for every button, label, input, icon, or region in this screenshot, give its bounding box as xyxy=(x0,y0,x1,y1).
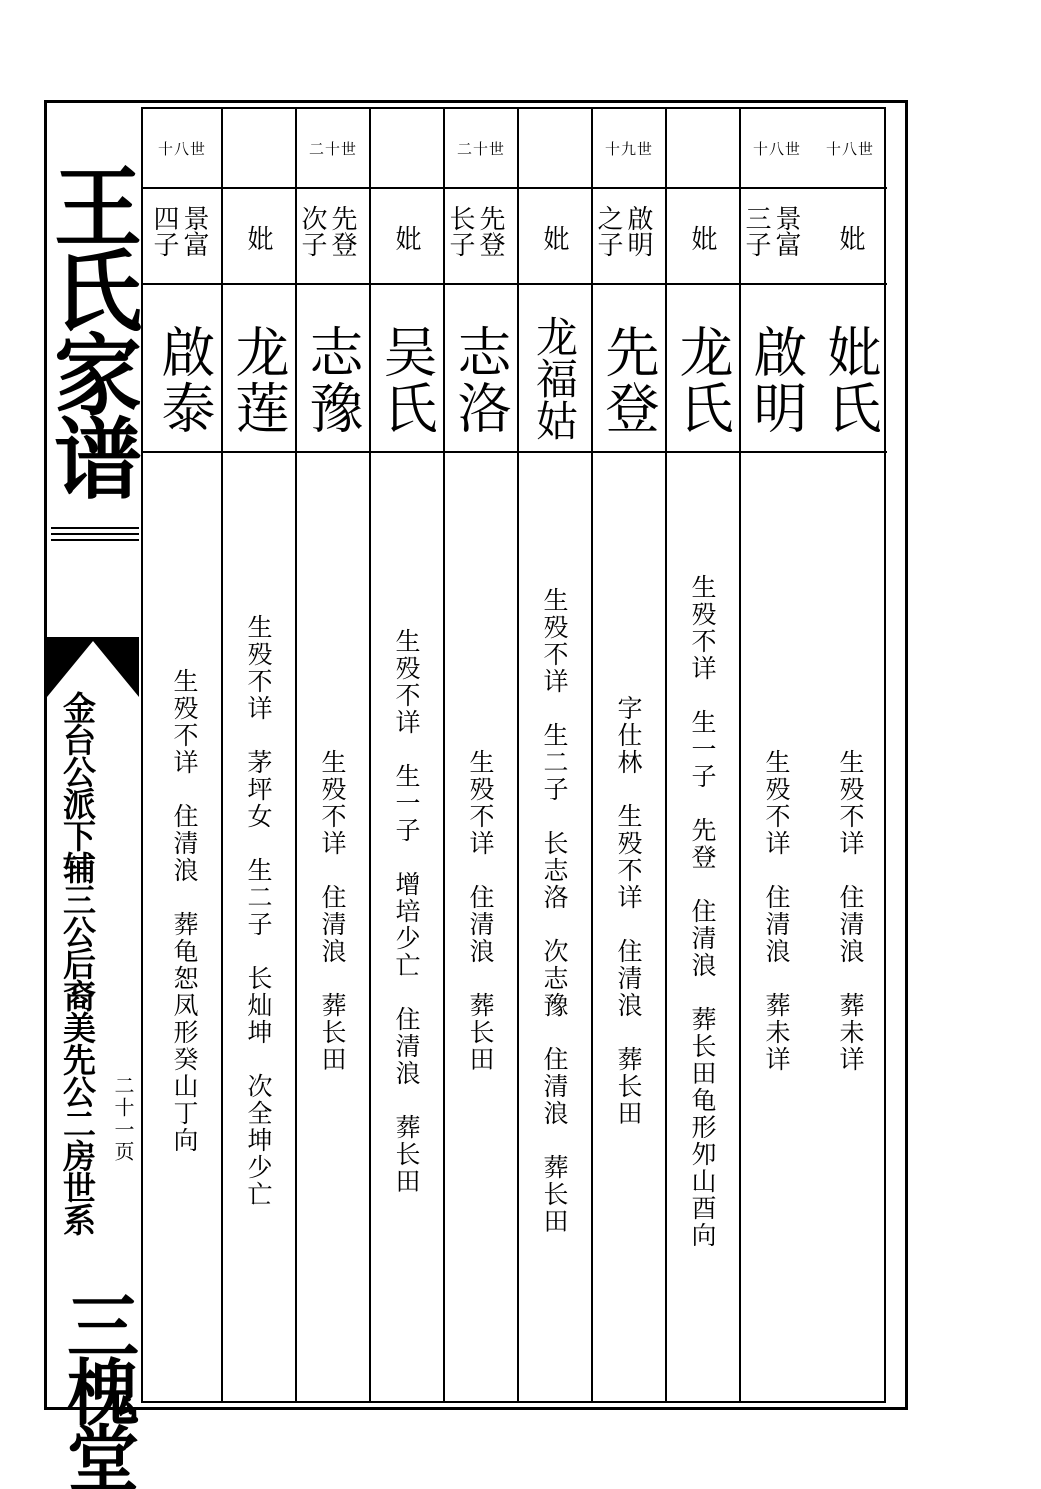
name-cell xyxy=(371,285,443,453)
relation-text: 先登次子 xyxy=(297,205,357,257)
person-info: 生殁不详 生二子 长志洛 次志豫 住清浪 葬长田 xyxy=(540,587,569,1235)
person-name: 龙莲 xyxy=(227,324,290,436)
title-divider xyxy=(51,539,139,541)
relation-text: 妣 xyxy=(687,225,717,251)
person-name: 志豫 xyxy=(301,324,364,436)
relation-text: 景富四子 xyxy=(149,205,209,257)
person-info: 生殁不详 住清浪 葬未详 xyxy=(762,749,791,1073)
relation-text: 妣 xyxy=(243,225,273,251)
relation-cell xyxy=(223,189,295,285)
person-name: 龙氏 xyxy=(671,324,734,436)
person-name: 龙福姑 xyxy=(530,315,579,441)
person-info: 生殁不详 住清浪 葬未详 xyxy=(836,749,865,1073)
person-name: 先登 xyxy=(597,324,660,436)
relation-text: 先登长子 xyxy=(445,205,505,257)
person-column xyxy=(739,109,813,1401)
generation-label xyxy=(519,109,591,189)
branch-subtitle: 金台公派下辅三公后裔美先公二房世系 xyxy=(58,691,97,1235)
generation-label xyxy=(223,109,295,189)
relation-text: 景富三子 xyxy=(741,205,801,257)
relation-cell xyxy=(667,189,739,285)
person-info: 生殁不详 住清浪 葬长田 xyxy=(318,749,347,1073)
person-column xyxy=(443,109,517,1401)
genealogy-table xyxy=(141,107,886,1403)
name-cell xyxy=(813,285,887,453)
relation-text: 妣 xyxy=(391,225,421,251)
title-banner xyxy=(40,103,144,1487)
generation-label xyxy=(371,109,443,189)
person-name: 妣氏 xyxy=(819,324,882,436)
title-divider xyxy=(51,527,139,529)
name-cell xyxy=(143,285,221,453)
relation-cell xyxy=(519,189,591,285)
person-info: 生殁不详 住清浪 葬长田 xyxy=(466,749,495,1073)
name-cell xyxy=(297,285,369,453)
person-name: 吴氏 xyxy=(375,324,438,436)
person-column xyxy=(369,109,443,1401)
person-info: 字仕林 生殁不详 住清浪 葬长田 xyxy=(614,695,643,1127)
generation-label: 十九世 xyxy=(593,109,665,189)
hall-name: 三槐堂 xyxy=(55,1289,140,1487)
fishtail-ornament xyxy=(47,637,139,697)
relation-cell xyxy=(371,189,443,285)
relation-cell xyxy=(297,189,369,285)
person-column xyxy=(221,109,295,1401)
relation-cell xyxy=(445,189,517,285)
person-info: 生殁不详 生一子 先登 住清浪 葬长田龟形夘山酉向 xyxy=(688,573,717,1249)
name-cell xyxy=(667,285,739,453)
person-info: 生殁不详 生一子 增培少亡 住清浪 葬长田 xyxy=(392,627,421,1195)
person-column xyxy=(591,109,665,1401)
generation-label: 十八世 xyxy=(741,109,813,189)
generation-label: 十八世 xyxy=(813,109,887,189)
generation-label: 十八世 xyxy=(143,109,221,189)
person-column xyxy=(813,109,887,1401)
name-cell xyxy=(445,285,517,453)
relation-cell xyxy=(813,189,887,285)
person-column xyxy=(665,109,739,1401)
person-column xyxy=(517,109,591,1401)
generation-label: 二十世 xyxy=(297,109,369,189)
generation-label: 二十世 xyxy=(445,109,517,189)
person-column xyxy=(143,109,221,1401)
name-cell xyxy=(519,285,591,453)
relation-cell xyxy=(593,189,665,285)
generation-label xyxy=(667,109,739,189)
page-number: 二十一页 xyxy=(111,1075,135,1163)
name-cell xyxy=(593,285,665,453)
name-cell xyxy=(741,285,813,453)
relation-cell xyxy=(741,189,813,285)
relation-cell xyxy=(143,189,221,285)
person-name: 啟泰 xyxy=(153,324,216,436)
person-column xyxy=(295,109,369,1401)
relation-text: 啟明之子 xyxy=(593,205,653,257)
person-name: 志洛 xyxy=(449,324,512,436)
title-divider xyxy=(51,533,139,535)
relation-text: 妣 xyxy=(539,225,569,251)
name-cell xyxy=(223,285,295,453)
person-info: 生殁不详 住清浪 葬龟恕凤形癸山丁向 xyxy=(170,668,199,1154)
person-info: 生殁不详 茅坪女 生二子 长灿坤 次全坤少亡 xyxy=(244,614,273,1208)
person-name: 啟明 xyxy=(745,324,808,436)
relation-text: 妣 xyxy=(835,225,865,251)
genealogy-title: 王氏家谱 xyxy=(40,161,144,497)
